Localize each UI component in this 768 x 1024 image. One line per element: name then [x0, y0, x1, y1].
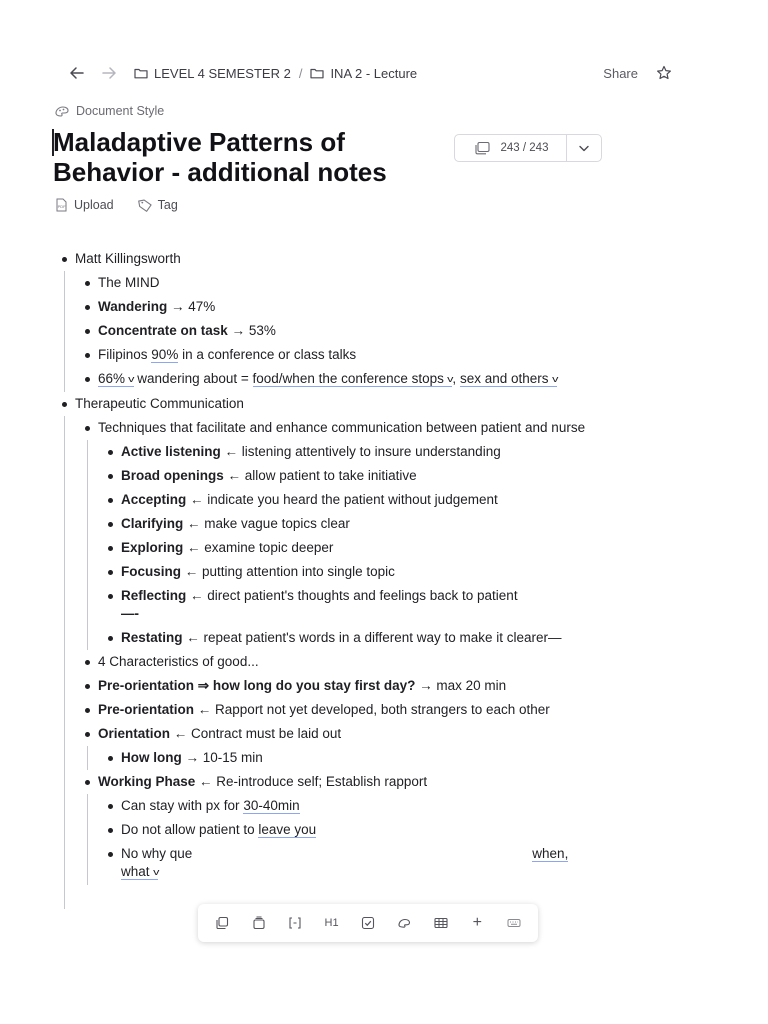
title-line-1: Maladaptive Patterns of [53, 127, 345, 157]
breadcrumb-label: LEVEL 4 SEMESTER 2 [154, 65, 291, 81]
bullet[interactable] [85, 708, 90, 713]
node-text: Do not allow patient to [121, 822, 255, 837]
bullet[interactable] [85, 305, 90, 310]
keyboard-icon [507, 916, 521, 930]
node-bold-text: Active listening [121, 444, 221, 459]
outline-row[interactable] [81, 674, 606, 698]
node-text: ← direct patient's thoughts and feelings back to patient [190, 588, 518, 603]
checkbox-icon [361, 916, 375, 930]
outline-level-2 [64, 271, 606, 392]
outline-node [104, 746, 606, 770]
node-text: in a conference or class talks [182, 347, 357, 362]
node-text: ← Rapport not yet developed, both strangers to each other [197, 702, 550, 717]
node-bold-text: Exploring [121, 540, 184, 555]
cloze-text: sex and others [459, 371, 549, 386]
node-text: 4 Characteristics of good... [98, 654, 259, 669]
node-bold-text: How long [121, 750, 182, 765]
breadcrumb-folder-ina2[interactable] [310, 66, 417, 81]
outline-row[interactable] [104, 488, 606, 512]
bullet[interactable] [108, 522, 113, 527]
page-counter-value: 243 / 243 [500, 142, 549, 154]
outline-node [58, 392, 606, 885]
bullet[interactable] [108, 546, 113, 551]
outline-row[interactable] [104, 560, 606, 584]
heading-button[interactable]: H1 [324, 917, 339, 929]
inline-link[interactable]: 30-40min [243, 798, 300, 813]
node-text: ← putting attention into single topic [184, 564, 395, 579]
outline-node [104, 464, 606, 488]
node-text: Therapeutic Communication [75, 396, 244, 411]
breadcrumb-folder-level4[interactable] [134, 66, 291, 81]
outline-row[interactable] [104, 536, 606, 560]
breadcrumb-separator: / [298, 65, 303, 81]
node-bold-text: Orientation [98, 726, 171, 741]
outline-row[interactable] [104, 584, 606, 626]
outline-node [81, 650, 606, 674]
node-bold-text: Focusing [121, 564, 181, 579]
arrow-symbol: → [231, 323, 246, 338]
cloze-text: what [121, 864, 150, 879]
favorite-button[interactable] [656, 65, 672, 81]
outline-node [81, 367, 606, 392]
outline-row[interactable] [81, 416, 606, 440]
bullet[interactable] [85, 329, 90, 334]
page-title[interactable] [53, 127, 453, 187]
star-icon [656, 65, 672, 81]
bullet[interactable] [85, 684, 90, 689]
outline-row[interactable] [81, 271, 606, 295]
table-button[interactable] [426, 908, 456, 938]
node-text: ← allow patient to take initiative [227, 468, 417, 483]
outline-row[interactable] [81, 295, 606, 319]
outline-row[interactable] [104, 512, 606, 536]
link-button[interactable] [389, 908, 419, 938]
node-text: Filipinos [98, 347, 148, 362]
outline-row[interactable] [58, 392, 606, 416]
checkbox-button[interactable] [353, 908, 383, 938]
copy-icon [215, 916, 229, 930]
keyboard-button[interactable] [499, 908, 529, 938]
outline-node [81, 319, 606, 343]
node-text: ← examine topic deeper [187, 540, 334, 555]
node-bold-text: Pre-orientation ⇒ how long do you stay first day? [98, 678, 416, 693]
node-bold-text: Accepting [121, 492, 187, 507]
document-style-label: Document Style [76, 104, 165, 118]
bullet[interactable] [108, 570, 113, 575]
cloze-dropdown[interactable] [98, 371, 134, 387]
outline-node [81, 295, 606, 319]
outline-row[interactable] [81, 343, 606, 367]
node-bold-text: Clarifying [121, 516, 184, 531]
outline-node [104, 584, 606, 626]
outline-node [104, 818, 606, 842]
outline-row[interactable] [104, 746, 606, 770]
outline-node [104, 794, 606, 818]
node-bold-text: Broad openings [121, 468, 224, 483]
bullet[interactable] [85, 660, 90, 665]
cloze-button[interactable] [280, 908, 310, 938]
outline-level-3 [87, 794, 606, 885]
node-text: ← repeat patient's words in a different way to make it clearer— [186, 630, 562, 645]
chevron-down-icon: v [551, 374, 558, 384]
outline-row[interactable] [104, 626, 606, 650]
node-text: ← listening attentively to insure understanding [224, 444, 501, 459]
outline-node [81, 674, 606, 698]
bullet[interactable] [108, 450, 113, 455]
node-text: No why que [121, 846, 193, 861]
format-toolbar [198, 904, 538, 942]
bullet[interactable] [108, 498, 113, 503]
topbar-actions [603, 65, 672, 81]
upload-button[interactable] [54, 198, 114, 212]
outline-node [81, 698, 606, 722]
outline-row[interactable] [104, 818, 606, 842]
node-bold-text: Wandering [98, 299, 168, 314]
document-meta-row [54, 198, 202, 212]
outline-node [81, 343, 606, 367]
node-text: 53% [248, 323, 276, 338]
outline-node [81, 770, 606, 885]
outline-node [58, 247, 606, 392]
outline-level-1 [58, 247, 606, 885]
cloze-dropdown[interactable]: when, [532, 846, 569, 861]
tag-icon [138, 198, 152, 212]
link-icon [397, 916, 411, 930]
bullet[interactable] [108, 852, 113, 857]
node-text: , [452, 371, 457, 386]
brackets-icon [288, 916, 302, 930]
bullet[interactable] [108, 828, 113, 833]
forward-button[interactable] [96, 60, 122, 86]
back-button[interactable] [64, 60, 90, 86]
share-button[interactable]: Share [603, 65, 638, 81]
outline-level-3 [87, 746, 606, 770]
pages-icon [473, 141, 491, 155]
bullet[interactable] [85, 281, 90, 286]
outline-row[interactable] [81, 770, 606, 794]
node-bold-text: Concentrate on task [98, 323, 228, 338]
chevron-down-icon: v [152, 867, 159, 877]
tag-button[interactable] [138, 198, 178, 212]
outline-node [81, 271, 606, 295]
breadcrumb-label: INA 2 - Lecture [330, 65, 418, 81]
outline-node [104, 560, 606, 584]
folder-icon [310, 67, 324, 79]
outline-node [104, 626, 606, 650]
node-text: → max 20 min [419, 678, 507, 693]
bullet[interactable] [108, 804, 113, 809]
cloze-dropdown[interactable] [253, 371, 453, 387]
cards-icon [252, 916, 266, 930]
chevron-down-icon [579, 145, 589, 152]
bullet[interactable] [85, 426, 90, 431]
page-counter-button[interactable] [455, 135, 566, 161]
node-text: wandering about = [137, 371, 249, 386]
bullet[interactable] [108, 636, 113, 641]
bullet[interactable] [108, 756, 113, 761]
node-text: 47% [188, 299, 216, 314]
node-bold-text: Pre-orientation [98, 702, 195, 717]
node-bold-text: Restating [121, 630, 183, 645]
outline-row[interactable] [104, 794, 606, 818]
upload-label: Upload [74, 198, 114, 212]
outline-row[interactable] [81, 650, 606, 674]
outline-row[interactable] [104, 440, 606, 464]
tag-label: Tag [157, 198, 178, 212]
outline-row[interactable] [81, 698, 606, 722]
outline-row[interactable] [104, 842, 606, 885]
page-counter-dropdown[interactable] [566, 135, 601, 161]
outline-node [104, 536, 606, 560]
outline-node [81, 722, 606, 770]
outline-row[interactable] [81, 722, 606, 746]
node-bold-text: Reflecting [121, 588, 187, 603]
bullet[interactable] [62, 402, 67, 407]
node-bold-text: —- [121, 606, 139, 621]
outline-node [104, 512, 606, 536]
bullet[interactable] [85, 377, 90, 382]
title-line-2: Behavior - additional notes [53, 157, 387, 187]
page-counter [454, 134, 602, 162]
folder-icon [134, 67, 148, 79]
inline-link[interactable]: 90% [151, 347, 179, 362]
forward-arrow-icon [101, 65, 117, 81]
cloze-dropdown[interactable] [121, 864, 158, 880]
chevron-down-icon: v [128, 374, 135, 384]
cloze-text: food/when the conference stops [252, 371, 444, 386]
bullet[interactable] [85, 780, 90, 785]
document-style-button[interactable] [54, 104, 164, 118]
bullet[interactable] [85, 732, 90, 737]
table-icon [434, 916, 448, 930]
copy-button[interactable] [207, 908, 237, 938]
node-text: ← indicate you heard the patient without judgement [190, 492, 498, 507]
node-text: Matt Killingsworth [75, 251, 181, 266]
top-bar [64, 60, 672, 86]
svg-text:PDF: PDF [57, 204, 66, 209]
bullet[interactable] [85, 353, 90, 358]
outline-node [104, 488, 606, 512]
node-bold-text: Working Phase [98, 774, 196, 789]
outline-row[interactable] [81, 319, 606, 343]
inline-link[interactable]: leave you [258, 822, 317, 837]
bullet[interactable] [108, 594, 113, 599]
node-text: Can stay with px for [121, 798, 240, 813]
flashcard-button[interactable] [244, 908, 274, 938]
bullet[interactable] [62, 257, 67, 262]
chevron-down-icon: v [447, 374, 454, 384]
outline-level-2 [64, 416, 606, 885]
outline-level-3 [87, 440, 606, 650]
add-block-button[interactable] [462, 908, 492, 938]
outline-row[interactable] [58, 247, 606, 271]
node-text: → 10-15 min [185, 750, 263, 765]
node-text: The MIND [98, 275, 160, 290]
outline-node [104, 440, 606, 464]
back-arrow-icon [69, 65, 85, 81]
pdf-upload-icon [54, 198, 68, 212]
node-text: ← Contract must be laid out [173, 726, 342, 741]
plus-icon: + [472, 914, 482, 931]
outline-node [104, 842, 606, 885]
cloze-dropdown[interactable] [460, 371, 557, 387]
arrow-symbol: → [171, 299, 185, 314]
node-text: ← make vague topics clear [187, 516, 350, 531]
cloze-text: 66% [98, 371, 126, 386]
outline-row[interactable] [104, 464, 606, 488]
outline-body [58, 247, 606, 909]
bullet[interactable] [108, 474, 113, 479]
outline-row[interactable] [81, 367, 606, 392]
outline-node [81, 416, 606, 650]
document-style-icon [54, 104, 70, 118]
node-text: Techniques that facilitate and enhance communication between patient and nurse [98, 420, 586, 435]
node-text: ← Re-introduce self; Establish rapport [199, 774, 428, 789]
